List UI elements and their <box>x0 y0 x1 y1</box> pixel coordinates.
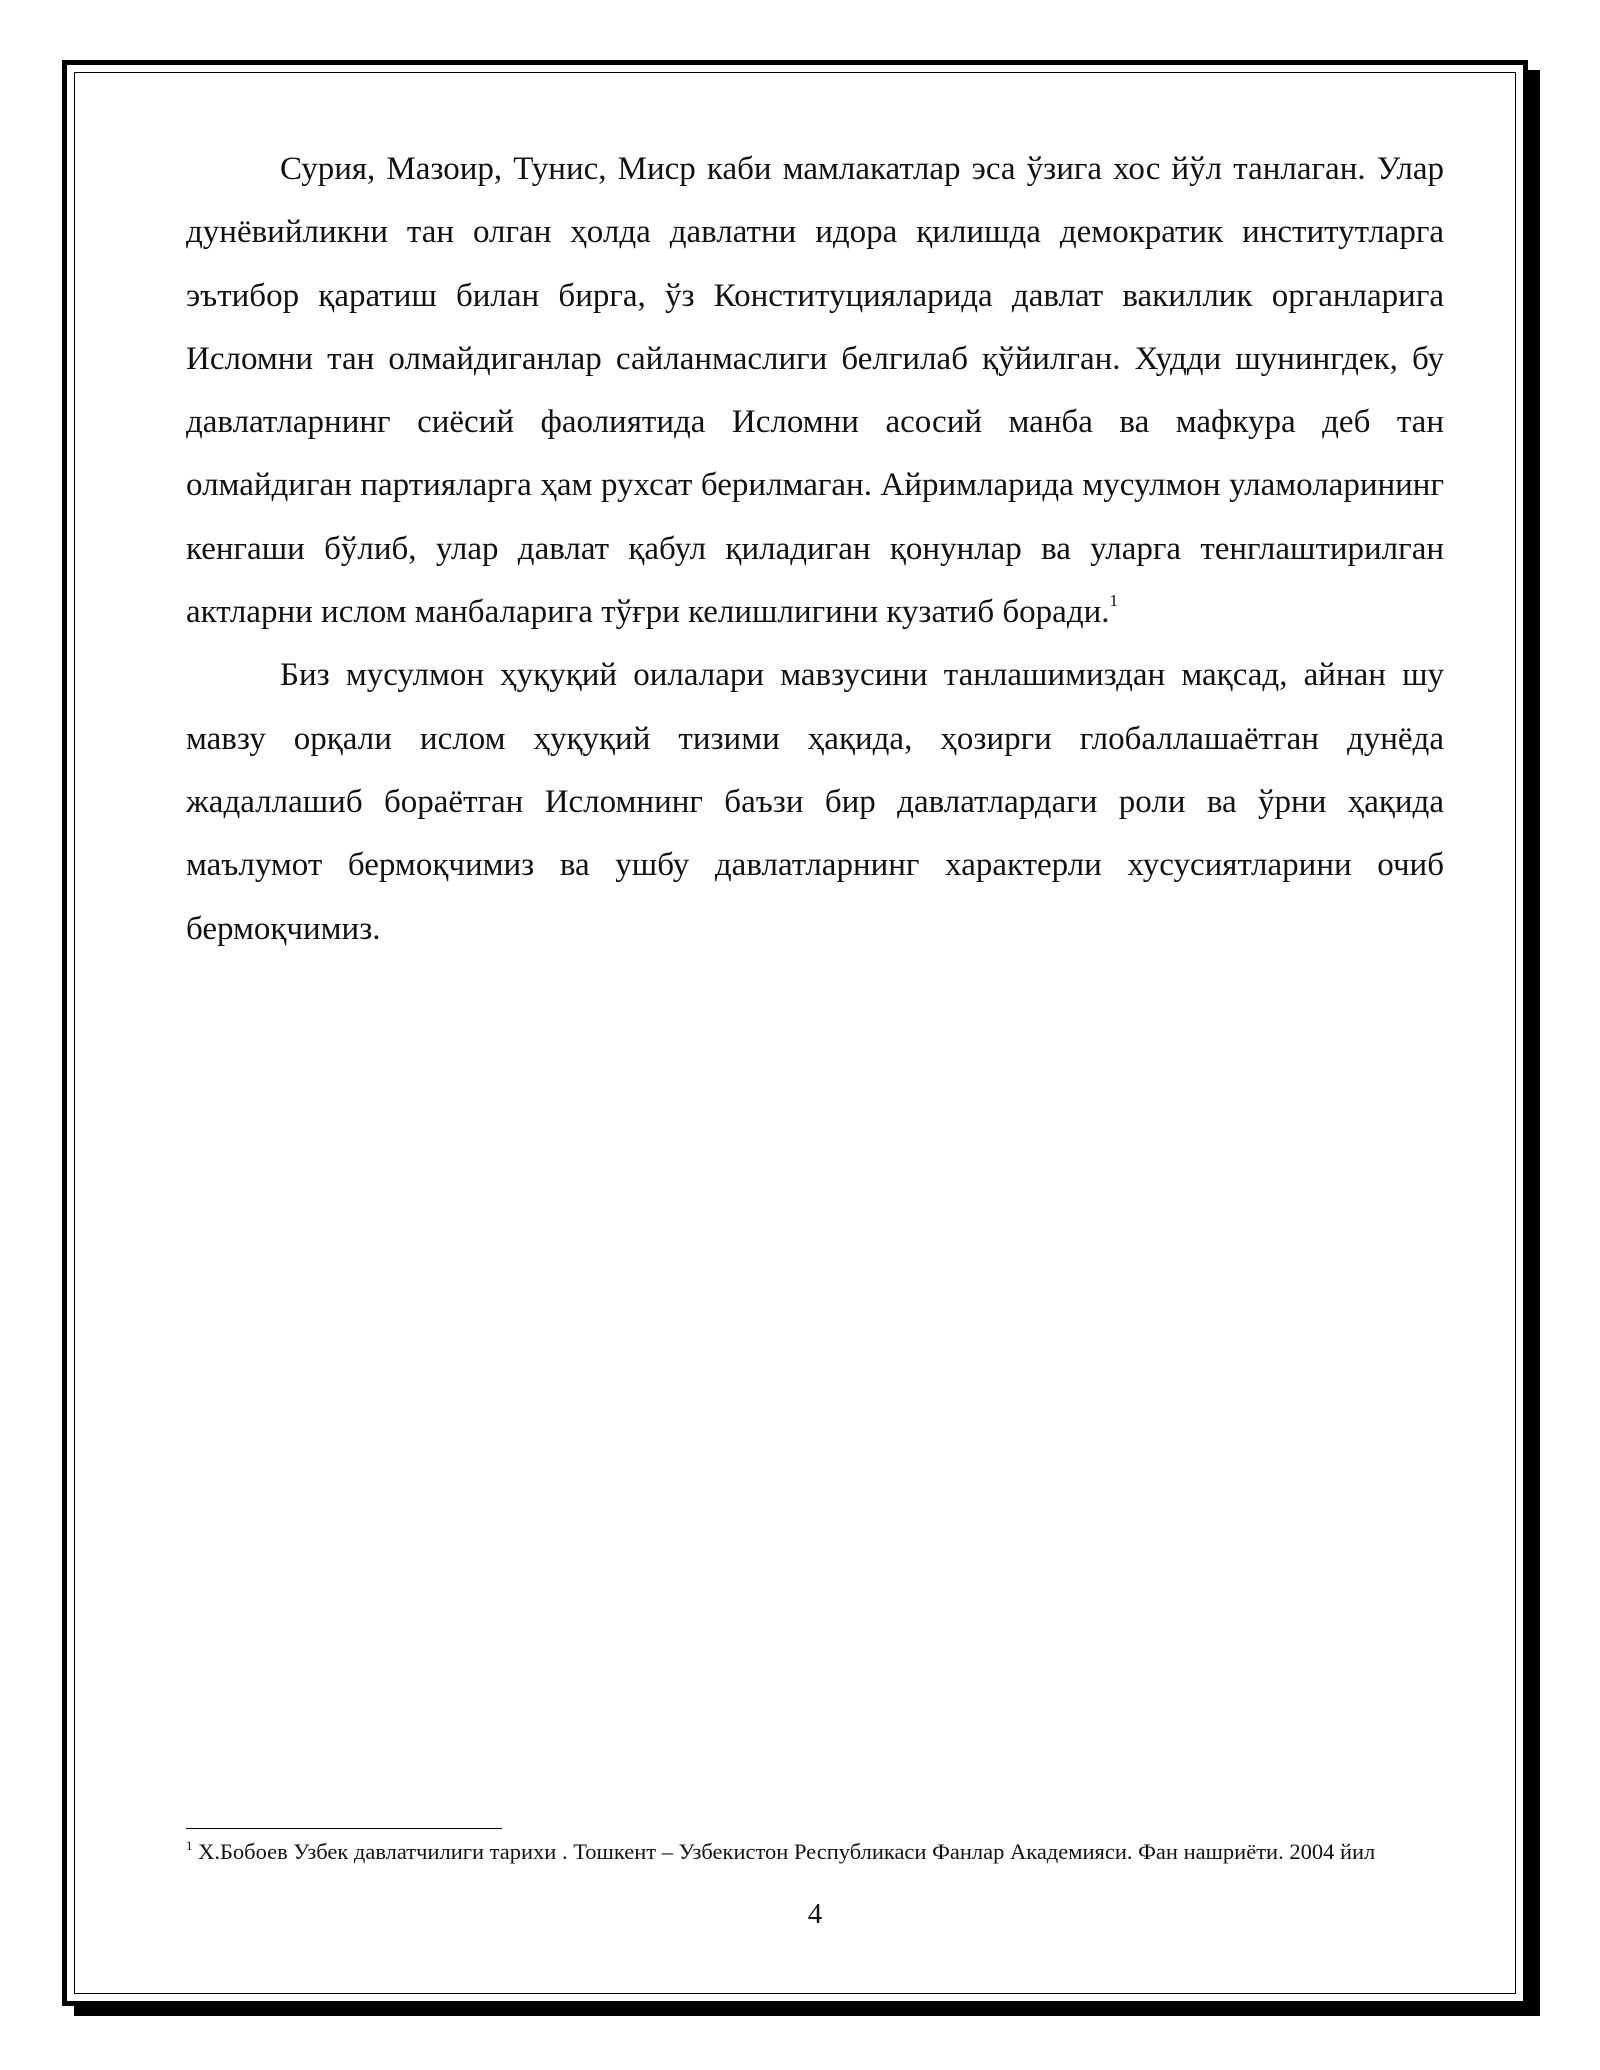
document-body <box>186 138 1444 961</box>
paragraph-2 <box>186 644 1444 960</box>
footnote-separator <box>186 1828 502 1829</box>
paragraph-1-text: Сурия, Мазоир, Тунис, Миср каби мамлакатлар эса ўзига хос йўл танлаган. Улар дунёвийликни тан олган ҳолда давлатни идора қилишда демократик институтларга эътибор қаратиш билан бирга, ўз Конституцияларида давлат вакиллик органларига Исломни тан олмайдиганлар сайланмаслиги белгилаб қўйилган. Худди шунингдек, бу давлатларнинг сиёсий фаолиятида Исломни асосий манба ва мафкура деб тан олмайдиган партияларга ҳам рухсат берилмаган. Айримларида мусулмон уламоларининг кенгаши бўлиб, улар давлат қабул қиладиган қонунлар ва уларга тенглаштирилган актларни ислом манбаларига тўғри келишлигини кузатиб боради. <box>186 151 1444 631</box>
page-number: 4 <box>807 1898 823 1930</box>
paragraph-2-text: Биз мусулмон ҳуқуқий оилалари мавзусини танлашимиздан мақсад, айнан шу мавзу орқали ислом ҳуқуқий тизими ҳақида, ҳозирги глобаллашаётган дунёда жадаллашиб бораётган Исломнинг баъзи бир давлатлардаги роли ва ўрни ҳақида маълумот бермоқчимиз ва ушбу давлатларнинг характерли хусусиятларини очиб бермоқчимиз. <box>186 657 1444 947</box>
footnote-text: Х.Бобоев Узбек давлатчилиги тарихи . Тошкент – Узбекистон Республикаси Фанлар Академияси. Фан нашриёти. 2004 йил <box>192 1839 1376 1864</box>
paragraph-1 <box>186 138 1444 644</box>
footnote-reference[interactable]: 1 <box>1109 591 1119 611</box>
footnote-marker: 1 <box>186 1838 193 1853</box>
footnote <box>186 1836 1444 1867</box>
